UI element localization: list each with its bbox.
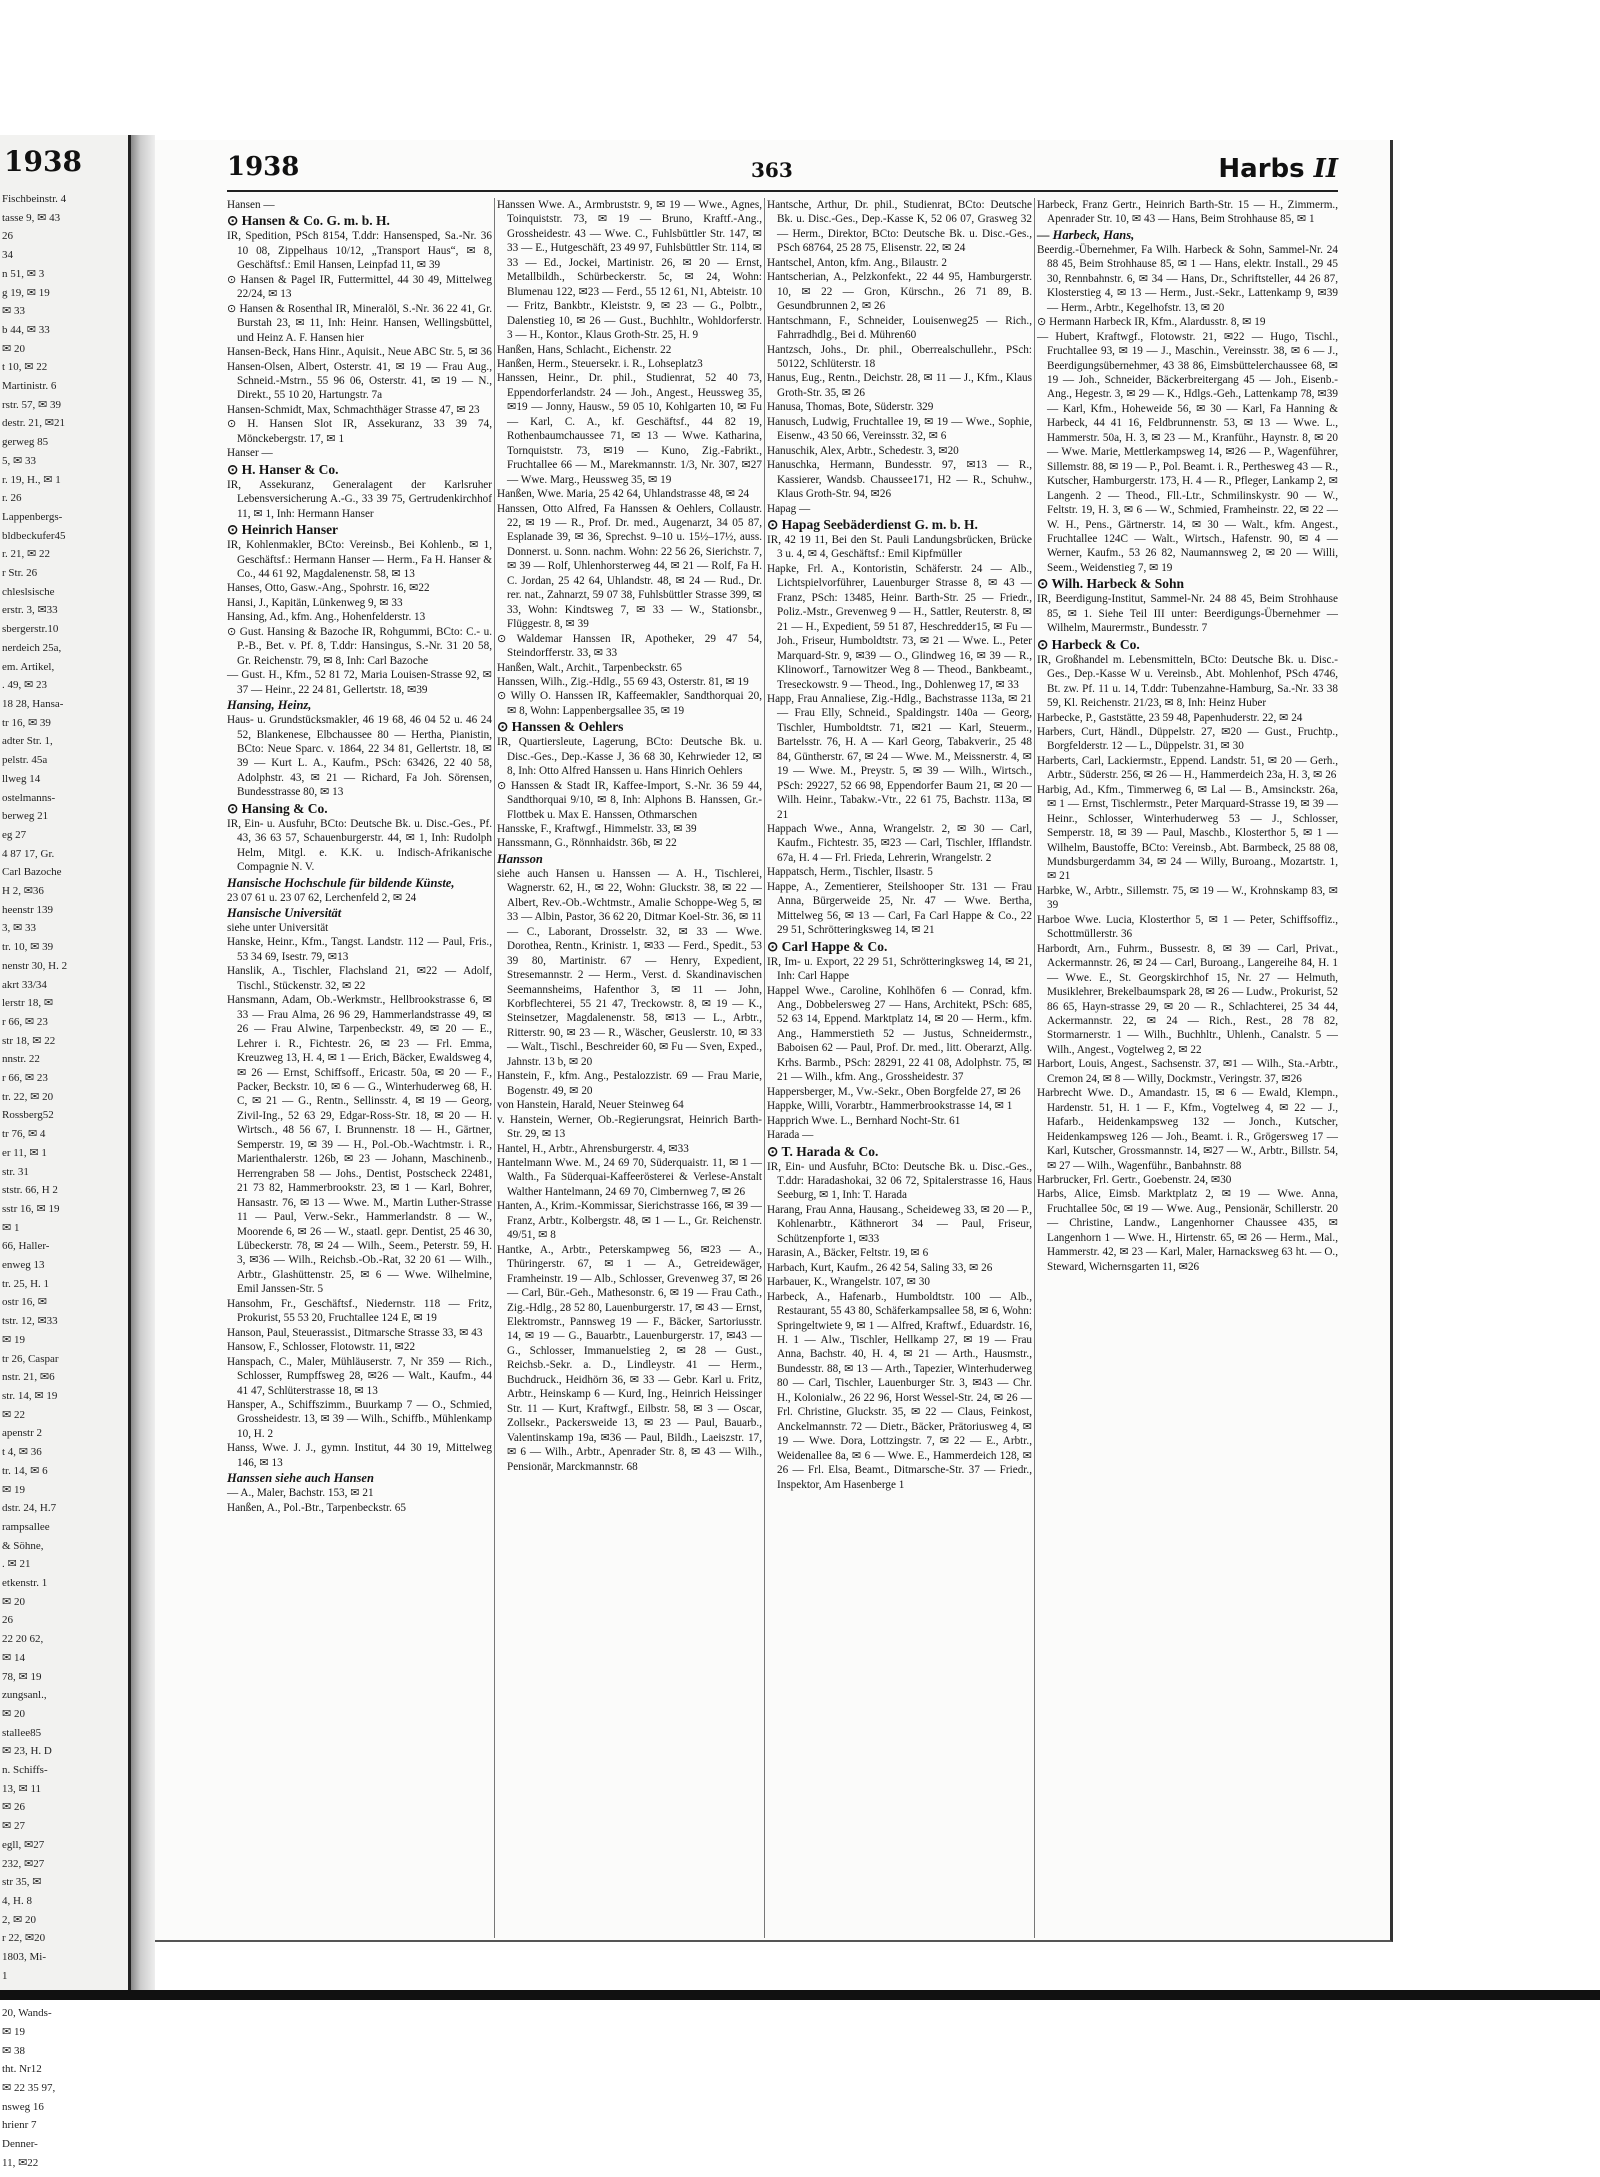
left-fragment-line: 3, ✉ 33	[2, 922, 36, 935]
column-4	[1037, 198, 1338, 1938]
left-fragment-line: 11, ✉22	[2, 2156, 39, 2169]
firm-heading: ⊙ Hapag Seebäderdienst G. m. b. H.	[767, 516, 978, 532]
firm-heading: ⊙ Wilh. Harbeck & Sohn	[1037, 576, 1184, 592]
directory-entry: Harbrecht Wwe. D., Amandastr. 15, ✉ 6 — Ewald, Klempn., Hardenstr. 51, H. 1 — F., Kfm., Vogtelweg 4, ✉ 22 — J., Hafarb., Heidenkampsweg 132 — Jonch., Kutscher, Heidenkampsweg 126 — Joh., Beamt. i. R., Grögersweg 17 — Karl, Kutscher, Grossmannstr. 14, ✉27 — W., Arbtr., Billstr. 54, ✉ 27 — Wilh., Wagenführ., Banbahnstr. 88	[1037, 1087, 1338, 1172]
left-fragment-line: zungsanl.,	[2, 1689, 47, 1702]
firm-heading: ⊙ Hansen & Co. G. m. b. H.	[227, 213, 390, 229]
directory-entry: IR, Beerdigung-Institut, Sammel-Nr. 24 88 45, Beim Strohhause 85, ✉ 1. Siehe Teil III unter: Beerdigungs-Übernehmer — Wilhelm, Maurermstr., Bundesstr. 7	[1037, 593, 1338, 635]
left-fragment-line: nnstr. 22	[2, 1053, 40, 1066]
directory-entry: Harada —	[767, 1129, 814, 1142]
column-3	[767, 198, 1032, 1938]
left-fragment-line: tr. 10, ✉ 39	[2, 941, 54, 954]
left-fragment-line: rstr. 57, ✉ 39	[2, 398, 62, 411]
left-fragment-line: 26	[2, 1614, 13, 1627]
left-fragment-line: ✉ 26	[2, 1801, 25, 1814]
left-fragment-line: tr 76, ✉ 4	[2, 1128, 46, 1141]
directory-entry: v. Hanstein, Werner, Ob.-Regierungsrat, Heinrich Barth-Str. 29, ✉ 13	[497, 1113, 762, 1141]
directory-entry: Hapke, Frl. A., Kontoristin, Schäferstr. 24 — Alb., Lichtspielvorführer, Lauenburger Strasse 8, ✉ 43 — Franz, PSch: 13485, Heinr. Barth-Str. 25 — Friedr., Poliz.-Mstr., Grevenweg 9 — H., Sattler, Reuterstr. 8, ✉ 21 — H., Expedient, 59 51 87, Heschredder15, ✉ Fu — Joh., Friseur, Humboldtstr. 73, ✉ 21 — Wwe. L., Peter Marquard-Str. 9, ✉39 — O., Glindweg 16, ✉ 39 — R., Klinoworf., Tarnowitzer Weg 8 — Theod., Bankbeamt., Treseckowstr. 9 — Theod., Ing., Dohlenweg 17, ✉ 33	[767, 562, 1032, 691]
left-fragment-line: tasse 9, ✉ 43	[2, 211, 61, 224]
column-divider	[764, 198, 765, 1938]
left-fragment-line: Lappenbergs-	[2, 510, 63, 523]
header-rule	[227, 190, 1338, 192]
directory-entry: Hanses, Otto, Gasw.-Ang., Spohrstr. 16, ✉22	[227, 582, 430, 595]
directory-entry: IR, Im- u. Export, 22 29 51, Schrötteringksweg 14, ✉ 21, Inh: Carl Happe	[767, 955, 1032, 983]
directory-entry: Hanssen, Otto Alfred, Fa Hanssen & Oehlers, Collaustr. 22, ✉ 19 — R., Prof. Dr. med., Augenarzt, 34 05 87, Esplanade 39, ✉ 36, Sprechst. 9–10 u. 15½–17½, auss. Donnerst. u. Sonn. nachm. Wohn: 22 56 26, Sierichstr. 7, ✉ 39 — Rolf, Uhlenhorsterweg 44, ✉ 21 — Rolf, Fa H. C. Jordan, 25 42 64, Uhlandstr. 48, ✉ 24 — Rud., Dr. rer. nat., Zahnarzt, 59 07 38, Fuhlsbüttler Strasse 399, ✉ 33, Wohn: Kindtsweg 7, ✉ 33 — W., Stationsbr., Flüggestr. 8, ✉ 39	[497, 502, 762, 631]
left-fragment-line: destr. 21, ✉21	[2, 417, 65, 430]
left-fragment-line: r. 26	[2, 492, 22, 505]
directory-entry: Hansow, F., Schlosser, Flotowstr. 11, ✉22	[227, 1341, 416, 1354]
left-fragment-line: enweg 13	[2, 1259, 45, 1272]
left-fragment-line: nerdeich 25a,	[2, 641, 62, 654]
left-page-fragment	[0, 135, 131, 2169]
left-fragment-line: 18 28, Hansa-	[2, 697, 64, 710]
left-fragment-line: heenstr 139	[2, 903, 54, 916]
directory-entry: Harbort, Louis, Angest., Sachsenstr. 37, ✉1 — Wilh., Sta.-Arbtr., Cremon 24, ✉ 8 — Willy, Dockmstr., Veringstr. 37, ✉26	[1037, 1058, 1338, 1085]
directory-entry: Hansmann, Adam, Ob.-Werkmstr., Hellbrookstrasse 6, ✉ 33 — Frau Alma, 26 96 29, Hammerlandstrasse 49, ✉ 26 — Frau Alwine, Tarpenbeckstr. 49, ✉ 20 — E., Lehrer i. R., Fichtestr. 26, ✉ 23 — Frl. Emma, Kreuzweg 13, H. 4, ✉ 1 — Erich, Bäcker, Ewaldsweg 4, ✉ 26 — Ernst, Schiffsoff., Ericastr. 50a, ✉ 20 — F., Packer, Beckstr. 10, ✉ 6 — G., Winterhuderweg 68, H. C, ✉ 21 — G., Rentn., Sellinsstr. 4, ✉ 19 — Georg, Zivil-Ing., 52 63 29, Edgar-Ross-Str. 18, ✉ 20 — H. Wirtsch., 48 56 67, I. Brunnenstr. 18 — H., Gärtner, Semperstr. 19, ✉ 39 — H., Pol.-Ob.-Wachtmstr. i. R., Marienthalerstr. 126b, ✉ 23 — Johann, Maschinenb., Herrengraben 58 — Johs., Dentist, Postscheck 22481, 21 73 82, Hammerbrookstr. 23, ✉ 1 — Karl, Bohrer, Hansastr. 76, ✉ 13 — Wwe. M., Martin Luther-Strasse 11 — Paul, Verw.-Sekr., Hammerlandstr. 8 — W., Moorende 6, ✉ 26 — W., staatl. gepr. Dentist, 25 46 30, Lübeckerstr. 78, ✉ 24 — Wilh., Seem., Peterstr. 59, H. 3, ✉36 — Wilh., Reichsb.-Ob.-Rat, 32 20 61 — Wilh., Arbtr., Glashüttenstr. 25, ✉ 6 — Wwe. Wilhelmine, Emil Janssen-Str. 5	[227, 994, 492, 1296]
directory-entry: Hansen-Olsen, Albert, Osterstr. 41, ✉ 19 — Frau Aug., Schneid.-Mstrn., 55 96 06, Osterstr. 41, ✉ 19 — N., Direkt., 55 10 20, Hartungstr. 7a	[227, 360, 492, 402]
left-fragment-line: Carl Bazoche	[2, 866, 62, 879]
left-fragment-line: ostr 16, ✉	[2, 1296, 47, 1309]
directory-entry: Happersberger, M., Vw.-Sekr., Oben Borgfelde 27, ✉ 26	[767, 1085, 1021, 1098]
left-fragment-line: nenstr 30, H. 2	[2, 959, 68, 972]
directory-entry: Beerdig.-Übernehmer, Fa Wilh. Harbeck & Sohn, Sammel-Nr. 24 88 45, Beim Strohhause 85, ✉ 1 — Hans, elektr. Install., 29 45 30, Rennbahnstr. 6, ✉ 34 — Hans, Dr., Schriftsteller, 44 26 87, Klosterstieg 4, ✉ 13 — Herm., Just.-Sekr., Lattenkamp 9, ✉39 — Herm., Arbtr., Kegelhofstr. 13, ✉ 20	[1037, 243, 1338, 314]
directory-entry: 23 07 61 u. 23 07 62, Lerchenfeld 2, ✉ 24	[227, 891, 417, 904]
left-fragment-line: ✉ 19	[2, 1483, 25, 1496]
left-fragment-line: 78, ✉ 19	[2, 1670, 42, 1683]
left-page-year: 1938	[4, 145, 82, 178]
directory-entry: Happach Wwe., Anna, Wrangelstr. 2, ✉ 30 — Carl, Kaufm., Fichtestr. 35, ✉23 — Carl, Tischler, Ifflandstr. 67a, H. 4 — Frl. Frieda, Lehrerin, Wrangelstr. 2	[767, 823, 1032, 864]
directory-entry: Happe, A., Zementierer, Steilshooper Str. 131 — Frau Anna, Bürgerweide 25, Nr. 47 — Wwe. Bertha, Mittelweg 56, ✉ 13 — Carl, Fa Carl Happe & Co., 22 29 51, Schrötteringksweg 14, ✉ 21	[767, 880, 1032, 937]
header-range-roman: II	[1313, 154, 1338, 184]
name-heading: Hansing, Heinz,	[227, 698, 312, 713]
directory-entry: Hanssen Wwe. A., Armbruststr. 9, ✉ 19 — Wwe., Agnes, Toinquiststr. 73, ✉ 19 — Bruno, Kraftf.-Ang., Grossheidestr. 43 — Wwe. C., Fuhlsbüttler Str. 147, ✉ 33 — E., Hutgeschäft, 23 49 97, Fuhlsbüttler Str. 114, ✉ 33 — Ed., Jockei, Martinistr. 26, ✉ 20 — Ernst, Metallbildh., Schürbeckerstr. 5c, ✉ 24, Wohn: Blumenau 122, ✉23 — Ferd., 55 12 61, N1, Abteistr. 10 — Fritz, Bankbtr., Kleiststr. 9, ✉ 23 — G., Polbtr., Dalenstieg 10, ✉ 26 — Gust., Buchhltr., Wohldorferstr. 3 — H., Kontor., Klaus Groth-Str. 25, H. 9	[497, 199, 762, 342]
left-fragment-line: r 22, ✉20	[2, 1932, 46, 1945]
left-fragment-line: 26	[2, 230, 13, 243]
directory-entry: Harbrucker, Frl. Gertr., Goebenstr. 24, ✉30	[1037, 1174, 1232, 1186]
left-fragment-line: erstr. 3, ✉33	[2, 604, 58, 617]
directory-entry: Hanßen, Herm., Steuersekr. i. R., Lohseplatz3	[497, 357, 703, 370]
name-heading: Hansson	[497, 851, 543, 866]
directory-entry: Hansen-Schmidt, Max, Schmachthäger Strasse 47, ✉ 23	[227, 403, 480, 416]
left-fragment-line: t 10, ✉ 22	[2, 361, 48, 374]
directory-entry: Hanusa, Thomas, Bote, Süderstr. 329	[767, 401, 934, 414]
left-fragment-line: str. 14, ✉ 19	[2, 1390, 58, 1402]
scan-edge	[0, 1990, 1600, 2000]
directory-entry: Harbecke, P., Gaststätte, 23 59 48, Papenhuderstr. 22, ✉ 24	[1037, 711, 1303, 724]
left-fragment-line: adter Str. 1,	[2, 735, 53, 748]
directory-entry: ⊙ H. Hansen Slot IR, Assekuranz, 33 39 74, Mönckebergstr. 17, ✉ 1	[227, 418, 492, 445]
left-fragment-line: hrienr 7	[2, 2119, 37, 2132]
column-divider	[1034, 198, 1035, 1938]
directory-entry: Hansi, J., Kapitän, Lünkenweg 9, ✉ 33	[227, 596, 403, 609]
directory-entry: — A., Maler, Bachstr. 153, ✉ 21	[227, 1487, 374, 1500]
name-heading: Hansische Universität	[227, 906, 342, 921]
directory-entry: ⊙ Hermann Harbeck IR, Kfm., Alardusstr. 8, ✉ 19	[1037, 316, 1266, 329]
directory-entry: Hanßen, Wwe. Maria, 25 42 64, Uhlandstrasse 48, ✉ 24	[497, 488, 750, 501]
book-gutter	[131, 135, 155, 2000]
directory-entry: Haus- u. Grundstücksmakler, 46 19 68, 46 04 52 u. 46 24 52, Blankenese, Elbchaussee 80 — Hertha, Pianistin, BCto: Neue Sparc. v. 1864, 22 34 81, Gellertstr. 18, ✉ 39 — Kurt L. A., Kaufm., PSch: 63426, 22 40 58, Adolphstr. 43, ✉ 21 — Richard, Fa Joh. Sörensen, Bundesstrasse 80, ✉ 13	[227, 714, 492, 799]
directory-entry: Hanßen, Hans, Schlacht., Eichenstr. 22	[497, 343, 672, 356]
directory-entry: Hanus, Eug., Rentn., Deichstr. 28, ✉ 11 — J., Kfm., Klaus Groth-Str. 35, ✉ 26	[767, 372, 1032, 399]
directory-entry: Harbach, Kurt, Kaufm., 26 42 54, Saling 33, ✉ 26	[767, 1261, 993, 1274]
directory-entry: Hantzsch, Johs., Dr. phil., Oberrealschullehr., PSch: 50122, Schlüterstr. 18	[767, 343, 1032, 370]
left-fragment-line: pelstr. 45a	[2, 754, 48, 767]
left-fragment-line: 22 20 62,	[2, 1633, 44, 1646]
left-fragment-line: . 49, ✉ 23	[2, 679, 47, 692]
left-fragment-line: str 18, ✉ 22	[2, 1034, 56, 1047]
directory-entry: IR, Großhandel m. Lebensmitteln, BCto: Deutsche Bk. u. Disc.-Ges., Dep.-Kasse W u. Vereinsb., Abt. Mohlenhof, PSch 4746, Bt. zw. Pf. 11 u. 14, T.ddr: Tubenzahne-Hamburg, Sa.-Nr. 33 38 59, Kl. Reichenstr. 21/23, ✉ 8, Inh: Heinz Huber	[1037, 653, 1338, 710]
header-year: 1938	[227, 152, 300, 182]
left-fragment-line: r 66, ✉ 23	[2, 1015, 48, 1028]
directory-entry: Hantsche, Arthur, Dr. phil., Studienrat, BCto: Deutsche Bk. u. Disc.-Ges., Dep.-Kasse K, 52 06 07, Grasweg 32 — Herm., Direktor, BCto: Deutsche Bk. u. Disc.-Ges., PSch 68764, 25 28 75, Elisenstr. 22, ✉ 24	[767, 199, 1032, 255]
firm-heading: ⊙ Harbeck & Co.	[1037, 636, 1140, 652]
directory-entry: Harbeck, A., Hafenarb., Humboldtstr. 100 — Alb., Restaurant, 55 43 80, Schäferkampsallee 58, ✉ 6, Wohn: Springeltwiete 9, ✉ 1 — Alfred, Kraftwf., Eduardstr. 16, H. 1 — Alw., Tischler, Hellkamp 27, ✉ 19 — Frau Anna, Bachstr. 40, H. 4, ✉ 21 — Arth., Hausmstr., Bundesstr. 88, ✉ 13 — Arth., Tapezier, Winterhuderweg 80 — Carl, Tischler, Lauenburger Str. 3, ✉43 — Chr. H., Kolonialw., 26 22 96, Horst Wessel-Str. 24, ✉ 26 — Frl. Christine, Gluckstr. 35, ✉ 22 — Claus, Feinkost, Anckelmannstr. 72 — Dietr., Bäcker, Prätoriusweg 4, ✉ 19 — Wwe. Dora, Lottzingstr. 7, ✉ 22 — E., Arbtr., Weidenallee 8a, ✉ 6 — Wwe. E., Hammerdeich 128, ✉ 26 — Frl. Elsa, Beamt., Ditmarsche-Str. 37 — Friedr., Inspektor, Am Hasenberge 1	[767, 1290, 1032, 1491]
left-fragment-line: 5, ✉ 33	[2, 454, 36, 467]
directory-entry: Hanuschik, Alex, Arbtr., Schedestr. 3, ✉20	[767, 444, 959, 457]
left-fragment-line: 4, H. 8	[2, 1894, 32, 1907]
left-fragment-line: etkenstr. 1	[2, 1577, 48, 1590]
page-number: 363	[751, 158, 793, 182]
left-fragment-line: dstr. 24, H.7	[2, 1502, 57, 1515]
directory-entry: IR, Kohlenmakler, BCto: Vereinsb., Bei Kohlenb., ✉ 1, Geschäftsf.: Hermann Hanser — Herm., Fa H. Hanser & Co., 44 61 92, Magdalenenstr. 58, ✉ 13	[227, 539, 492, 580]
left-fragment-line: stallee85	[2, 1726, 42, 1739]
left-fragment-line: 34	[2, 249, 13, 262]
directory-entry: — Gust. H., Kfm., 52 81 72, Maria Louisen-Strasse 92, ✉ 37 — Heinr., 22 24 81, Gellertstr. 18, ✉39	[227, 669, 492, 696]
directory-entry: ⊙ Willy O. Hanssen IR, Kaffeemakler, Sandthorquai 20, ✉ 8, Wohn: Lappenbergsallee 35, ✉ 19	[497, 690, 762, 717]
directory-entry: Happ, Frau Annaliese, Zig.-Hdlg., Bachstrasse 113a, ✉ 21 — Frau Elly, Schneid., Spaldingstr. 140a — Georg, Tischler, Humboldtstr. 71, ✉21 — Karl, Steuerm., Bartelsstr. 76, H. A — Karl Georg, Tabakverir., 25 48 84, Güntherstr. 67, ✉ 24 — Wwe. M., Meissnerstr. 4, ✉ 19 — Wwe. M., Preystr. 5, ✉ 39 — Wilh., Wirtsch., PSch: 29227, 52 66 98, Eppendorfer Baum 21, ✉ 20 — Wilh. Heinr., Tabakw.-Vtr., 22 61 75, Bachstr. 113a, ✉ 21	[767, 692, 1032, 821]
left-fragment-line: Martinistr. 6	[2, 380, 57, 393]
left-fragment-line: . ✉ 21	[2, 1558, 31, 1571]
directory-entry: Hanssen, Heinr., Dr. phil., Studienrat, 52 40 73, Eppendorferlandstr. 24 — Joh., Angest., Heussweg 35, ✉19 — Jonny, Hausw., 59 05 10, Kohlgarten 10, ✉ Fu — Karl, C. A., kf. Geschäftsf., 44 82 19, Rothenbaumchaussee 71, ✉ 13 — Wwe. Katharina, Tornquiststr. 73, ✉19 — Kuno, Zig.-Fabrikt., Fruchtallee 66 — M., Marekmannstr. 1/3, Nr. 307, ✉27 — Wwe. Marg., Heussweg 35, ✉ 19	[497, 372, 762, 486]
directory-entry: Hansper, A., Schiffszimm., Buurkamp 7 — O., Schmied, Grossheidestr. 13, ✉ 39 — Wilh., Schiffb., Mühlenkamp 10, H. 2	[227, 1398, 492, 1440]
left-fragment-line: tr. 22, ✉ 20	[2, 1090, 54, 1103]
left-fragment-line: n. Schiffs-	[2, 1764, 48, 1777]
left-fragment-line: ✉ 22	[2, 1408, 25, 1421]
page-header	[155, 140, 1390, 192]
directory-entry: Happatsch, Herm., Tischler, Ilsastr. 5	[767, 866, 933, 879]
left-fragment-line: H 2, ✉36	[2, 885, 44, 898]
left-fragment-line: bldbeckufer45	[2, 529, 66, 542]
left-fragment-line: 66, Haller-	[2, 1240, 50, 1253]
directory-entry: Happel Wwe., Caroline, Kohlhöfen 6 — Conrad, kfm. Ang., Dobbelersweg 27 — Hans, Architekt, PSch: 685, 52 63 14, Eppend. Marktplatz 14, ✉ 20 — Herm., kfm. Ang., Hammerstieth 52 — Justus, Schneidermstr., Baboisen 62 — Paul, Prof. Dr. med., litt. Oberarzt, Allg. Krhs. Barmb., PSch: 28291, 22 41 08, Adolphstr. 75, ✉ 21 — Wilh., kfm. Ang., Grossheidestr. 37	[767, 984, 1032, 1084]
directory-entry: ⊙ Hansen & Rosenthal IR, Mineralöl, S.-Nr. 36 22 41, Gr. Burstah 23, ✉ 11, Inh: Heinr. Hansen, Wellingsbüttel, und Heinz A. F. Hansen hier	[227, 302, 492, 344]
left-fragment-line: tr 16, ✉ 39	[2, 716, 51, 729]
firm-heading: ⊙ Carl Happe & Co.	[767, 938, 888, 954]
directory-entry: von Hanstein, Harald, Neuer Steinweg 64	[497, 1099, 684, 1112]
left-fragment-line: sstr 16, ✉ 19	[2, 1202, 60, 1215]
left-fragment-line: tr. 14, ✉ 6	[2, 1464, 48, 1477]
left-fragment-line: er 11, ✉ 1	[2, 1146, 47, 1159]
left-fragment-line: 232, ✉27	[2, 1857, 45, 1870]
directory-entry: Hanss, Wwe. J. J., gymn. Institut, 44 30 19, Mittelweg 146, ✉ 13	[227, 1442, 492, 1469]
left-fragment-line: ststr. 66, H 2	[2, 1184, 58, 1197]
column-2	[497, 198, 762, 1938]
left-fragment-line: ✉ 38	[2, 2044, 25, 2057]
directory-entry: Hantscherian, A., Pelzkonfekt., 22 44 95, Hamburgerstr. 10, ✉ 22 — Gron, Kürschn., 26 71 89, B. Gesundbrunnen 2, ✉ 26	[767, 271, 1032, 313]
directory-entry: IR, Spedition, PSch 8154, T.ddr: Hansensped, Sa.-Nr. 36 10 08, Zippelhaus 10/12, „Transport Haus“, ✉ 8, Geschäftsf.: Emil Hansen, Leinpfad 11, ✉ 39	[227, 230, 492, 272]
left-fragment-line: & Söhne,	[2, 1539, 44, 1552]
left-page-lines	[2, 190, 126, 2173]
left-fragment-line: Denner-	[2, 2138, 38, 2151]
left-fragment-line: nsweg 16	[2, 2100, 44, 2113]
left-fragment-line: 4 87 17, Gr.	[2, 847, 55, 860]
left-fragment-line: t 4, ✉ 36	[2, 1446, 42, 1459]
directory-entry: Hansing, Ad., kfm. Ang., Hohenfelderstr. 13	[227, 611, 426, 624]
directory-entry: Hantke, A., Arbtr., Peterskampweg 56, ✉23 — A., Thüringerstr. 67, ✉ 1 — A., Getreidewäger, Framheinstr. 19 — Alb., Schlosser, Grevenweg 37, ✉ 26 — Carl, Bür.-Geh., Mathesonstr. 6, ✉ 19 — Frau Cath., Zig.-Hdlg., 28 52 80, Lauenburgerstr. 17, ✉ 43 — Ernst, Elektromstr., Pannsweg 19 — F., Bäcker, Sartoriusstr. 14, ✉ 19 — G., Bauarbtr., Lauenburgerstr. 17, ✉43 — G., Schlosser, Immanuelstieg 2, ✉ 28 — Gust., Reichsb.-Sekr. a. D., Lindleystr. 41 — Herm., Buchdruck., Heidhörn 36, ✉ 33 — Gebr. Karl u. Fritz, Arbtr., Heinskamp 6 — Kurd, Ing., Heinrich Heissinger Str. 11 — Kurt, Kraftwgf., Eilbstr. 58, ✉ 3 — Oscar, Zollsekr., Packersweide 13, ✉ 23 — Paul, Bauarb., Valentinskamp 19a, ✉36 — Paul, Bildh., Laeiszstr. 17, ✉ 6 — Wilh., Arbtr., Apenrader Str. 8, ✉ 43 — Wilh., Pensionär, Marckmannstr. 68	[497, 1243, 762, 1473]
directory-entry: Hantelmann Wwe. M., 24 69 70, Süderquaistr. 11, ✉ 1 — Walth., Fa Süderquai-Kaffeerösterei & Verlese-Anstalt Walther Hantelmann, 24 69 70, Cimbernweg 7, ✉ 26	[497, 1157, 762, 1198]
left-fragment-line: egll, ✉27	[2, 1838, 45, 1851]
directory-entry: — Hubert, Kraftwgf., Flotowstr. 21, ✉22 — Hugo, Tischl., Fruchtallee 93, ✉ 19 — J., Maschin., Vereinsstr. 38, ✉ 6 — J., Beerdigungsübernehmer, 43 38 86, Eimsbüttelerchaussee 68, ✉ 19 — Joh., Schneider, Bäckerbreitergang 45 — Joh., Eisenb.-Ang., Hegestr. 3, ✉ 29 — K., Hdlgs.-Geh., Lattenkamp 78, ✉39 — Karl, Kfm., Hoheweide 56, ✉ 30 — Karl, Fa Hanning & Harbeck, 44 41 16, Feldbrunnenstr. 53, ✉ 13 — Wwe. L., Hammerstr. 50a, H. 3, ✉ 23 — M., Kranführ., Haynstr. 8, ✉ 20 — Wwe. Marie, Mettlerkampsweg 14, ✉26 — P., Wagenführer, Sillemstr. 88, ✉ 19 — P., Pol. Beamt. i. R., Perthesweg 43 — R., Kutscher, Hamburgerstr. 173, H. 4 — R., Pfleger, Lankamp 2, ✉ Langenh. 2 — Theod., Fll.-Ltr., Schmilinskystr. 90 — W., Feltstr. 19, H. 3, ✉ 6 — W., Schmied, Framheinstr. 22, ✉ 22 — W. H., Pens., Gärtnerstr. 14, ✉ 30 — Walt., kfm. Angest., Fruchtallee 124C — Walt., Wirtsch., Hafenstr. 90, ✉ 4 — Werner, Kaufm., 53 26 82, Naumannsweg 2, ✉ 20 — Willi, Seem., Weidenstieg 7, ✉ 19	[1037, 330, 1338, 574]
directory-entry: ⊙ Hansen & Pagel IR, Futtermittel, 44 30 49, Mittelweg 22/24, ✉ 13	[227, 273, 492, 301]
left-fragment-line: str 35, ✉	[2, 1876, 42, 1889]
name-heading: Hansische Hochschule für bildende Künste,	[227, 875, 455, 890]
directory-entry: IR, Ein- u. Ausfuhr, BCto: Deutsche Bk. u. Disc.-Ges., Pf. 43, 36 63 57, Schauenburgerstr. 44, ✉ 1, Inh: Rudolph Helm, Mitgl. e. K.K. u. Indisch-Afrikanische Compagnie N. V.	[227, 817, 492, 874]
directory-entry: Harasin, A., Bäcker, Feltstr. 19, ✉ 6	[767, 1247, 929, 1260]
left-fragment-line: ✉ 19	[2, 2025, 25, 2038]
directory-entry: ⊙ Waldemar Hanssen IR, Apotheker, 29 47 54, Steindorfferstr. 33, ✉ 33	[497, 632, 762, 660]
directory-entry: Hanson, Paul, Steuerassist., Ditmarsche Strasse 33, ✉ 43	[227, 1326, 483, 1339]
left-fragment-line: eg 27	[2, 828, 27, 841]
directory-entry: Hanßen, A., Pol.-Btr., Tarpenbeckstr. 65	[227, 1501, 406, 1514]
directory-entry: IR, Quartiersleute, Lagerung, BCto: Deutsche Bk. u. Disc.-Ges., Dep.-Kasse J, 36 68 30, Kehrwieder 12, ✉ 8, Inh: Otto Alfred Hanssen u. Hans Hinrich Oehlers	[497, 736, 762, 778]
directory-entry: Hantel, H., Arbtr., Ahrensburgerstr. 4, ✉33	[497, 1142, 689, 1155]
firm-heading: ⊙ Heinrich Hanser	[227, 522, 339, 538]
left-fragment-line: gerweg 85	[2, 436, 49, 449]
directory-entry: Hanten, A., Krim.-Kommissar, Sierichstrasse 166, ✉ 39 — Franz, Arbtr., Kolbergstr. 48, ✉ 1 — L., Gr. Reichenstr. 49/51, ✉ 8	[497, 1200, 762, 1242]
left-fragment-line: berweg 21	[2, 810, 49, 823]
left-fragment-line: chleslsische	[2, 585, 55, 598]
left-fragment-line: b 44, ✉ 33	[2, 323, 50, 336]
left-fragment-line: llweg 14	[2, 772, 41, 785]
directory-entry: Harbers, Curt, Händl., Düppelstr. 27, ✉20 — Gust., Fruchtp., Borgfelderstr. 12 — L., Düppelstr. 31, ✉ 30	[1037, 725, 1338, 753]
left-fragment-line: ✉ 20	[2, 1707, 25, 1720]
column-1	[227, 198, 492, 1938]
left-fragment-line: ✉ 19	[2, 1333, 25, 1346]
left-fragment-line: nstr. 21, ✉6	[2, 1371, 55, 1384]
directory-entry: Harbig, Ad., Kfm., Timmerweg 6, ✉ Lal — B., Amsinckstr. 26a, ✉ 1 — Ernst, Tischlermstr., Peter Marquard-Strasse 19, ✉ 39 — Heinr., Schlosser, Winterhuderweg 53 — J., Schlosser, Semperstr. 18, ✉ 39 — Paul, Maschb., Klosterthor 5, ✉ 1 — Wilhelm, Baustoffe, BCto: Vereinsb., Abt. Barmbeck, 25 88 08, Mundsburgerdamm 34, ✉ 24 — Willy, Buroang., Mozartstr. 1, ✉ 21	[1037, 783, 1338, 883]
directory-entry: Happrich Wwe. L., Bernhard Nocht-Str. 61	[767, 1114, 961, 1127]
left-fragment-line: 1803, Mi-	[2, 1951, 46, 1964]
directory-entry: IR, Ein- und Ausfuhr, BCto: Deutsche Bk. u. Disc.-Ges., T.ddr: Haradashokai, 32 06 72, Spitalerstrasse 16, Haus Seeburg, ✉ 1, Inh: T. Harada	[767, 1160, 1032, 1202]
left-fragment-line: em. Artikel,	[2, 660, 55, 673]
left-fragment-line: 20, Wands-	[2, 2007, 52, 2020]
directory-entry: Hanslik, A., Tischler, Flachsland 21, ✉22 — Adolf, Tischl., Stückenstr. 32, ✉ 22	[227, 965, 492, 992]
left-fragment-line: ✉ 20	[2, 342, 25, 355]
left-fragment-line: Fischbeinstr. 4	[2, 193, 67, 205]
directory-entry: Hanusch, Ludwig, Fruchtallee 19, ✉ 19 — Wwe., Sophie, Eisenw., 43 50 66, Vereinsstr. 32, ✉ 6	[767, 415, 1032, 443]
left-fragment-line: str. 31	[2, 1165, 29, 1178]
left-fragment-line: sbergerstr.10	[2, 623, 59, 636]
directory-entry: Hapag —	[767, 502, 811, 515]
firm-heading: ⊙ T. Harada & Co.	[767, 1143, 879, 1159]
directory-entry: Hanser —	[227, 447, 273, 460]
directory-entry: Hansen —	[227, 199, 275, 211]
left-fragment-line: ✉ 23, H. D	[2, 1745, 52, 1758]
left-fragment-line: g 19, ✉ 19	[2, 286, 50, 299]
directory-entry: Harbeck, Franz Gertr., Heinrich Barth-Str. 15 — H., Zimmerm., Apenrader Str. 10, ✉ 43 — Hans, Beim Strohhause 85, ✉ 1	[1037, 199, 1338, 226]
directory-entry: Hanßen, Walt., Archit., Tarpenbeckstr. 65	[497, 661, 682, 674]
left-fragment-line: ostelmanns-	[2, 791, 56, 804]
left-fragment-line: rampsallee	[2, 1520, 50, 1533]
firm-heading: ⊙ Hanssen & Oehlers	[497, 719, 624, 735]
directory-entry: IR, Assekuranz, Generalagent der Karlsruher Lebensversicherung A.-G., 33 39 75, Gertrudenkirchhof 11, ✉ 1, Inh: Hermann Hanser	[227, 478, 492, 520]
left-fragment-line: tht. Nr12	[2, 2063, 42, 2076]
directory-entry: IR, 42 19 11, Bei den St. Pauli Landungsbrücken, Brücke 3 u. 4, ✉ 4, Geschäftsf.: Emil Kipfmüller	[767, 533, 1032, 561]
firm-heading: ⊙ H. Hanser & Co.	[227, 461, 339, 477]
directory-entry: ⊙ Gust. Hansing & Bazoche IR, Rohgummi, BCto: C.- u. P.-B., Bet. v. Pf. 8, T.ddr: Hansingus, S.-Nr. 31 20 58, Gr. Reichenstr. 79, ✉ 8, Inh: Carl Bazoche	[227, 625, 492, 667]
directory-entry: ⊙ Hanssen & Stadt IR, Kaffee-Import, S.-Nr. 36 59 44, Sandthorquai 9/10, ✉ 8, Inh: Alphons B. Hanssen, Gr.-Flottbek u. Max E. Hanssen, Othmarschen	[497, 779, 762, 821]
left-fragment-line: 2, ✉ 20	[2, 1913, 36, 1926]
left-fragment-line: ✉ 14	[2, 1651, 25, 1664]
left-fragment-line: ✉ 22 35 97,	[2, 2082, 56, 2095]
left-fragment-line: r. 21, ✉ 22	[2, 548, 51, 561]
directory-entry: Hanske, Heinr., Kfm., Tangst. Landstr. 112 — Paul, Fris., 53 34 69, Isestr. 79, ✉13	[227, 936, 492, 963]
directory-entry: Hansske, F., Kraftwgf., Himmelstr. 33, ✉ 39	[497, 823, 697, 836]
left-fragment-line: ✉ 1	[2, 1221, 20, 1234]
left-fragment-line: r Str. 26	[2, 567, 38, 580]
left-fragment-line: ✉ 20	[2, 1595, 25, 1608]
directory-entry: Harbordt, Arn., Fuhrm., Bussestr. 8, ✉ 39 — Carl, Privat., Ackermannstr. 26, ✉ 24 — Carl, Buroang., Langereihe 84, H. 1 — Wwe. E., St. Georgskirchhof 15, Nr. 27 — Helmuth, Musiklehrer, Brekelbaumspark 28, ✉ 26 — Ludw., Prokurist, 52 86 65, Hayn-strasse 29, ✉ 20 — R., Schlachterei, 25 34 44, Ackermannstr. 22, ✉ 24 — Rich., Rest., 28 78 82, Stormarnerstr. 1 — Wilh., Buchhltr., Uhlenh., Canalstr. 5 — Wilh., Angest., Vogtelweg 2, ✉ 22	[1037, 942, 1338, 1056]
directory-entry: Hanssmann, G., Rönnhaidstr. 36b, ✉ 22	[497, 837, 677, 850]
left-fragment-line: Rossberg52	[2, 1109, 54, 1122]
left-fragment-line: n 51, ✉ 3	[2, 267, 45, 280]
left-fragment-line: r. 19, H., ✉ 1	[2, 473, 61, 486]
directory-entry: Hanuschka, Hermann, Bundesstr. 97, ✉13 — R., Kassierer, Wandsb. Chaussee171, H2 — R., Schuhw., Klaus Groth-Str. 94, ✉26	[767, 459, 1032, 501]
directory-entry: Harberts, Carl, Lackiermstr., Eppend. Landstr. 51, ✉ 20 — Gerh., Arbtr., Süderstr. 256, ✉ 26 — H., Hammerdeich 23a, H. 3, ✉ 26	[1037, 754, 1338, 782]
left-fragment-line: tstr. 12, ✉33	[2, 1315, 58, 1328]
directory-entry: Harboe Wwe. Lucia, Klosterthor 5, ✉ 1 — Peter, Schiffsoffiz., Schottmüllerstr. 36	[1037, 913, 1338, 941]
directory-entry: Hanspach, C., Maler, Mühläuserstr. 7, Nr 359 — Rich., Schlosser, Rumpffsweg 28, ✉26 — Walt., Kaufm., 44 41 47, Schlüterstrasse 18, ✉ 13	[227, 1355, 492, 1397]
left-fragment-line: ✉ 27	[2, 1820, 25, 1833]
name-heading: — Harbeck, Hans,	[1037, 227, 1135, 242]
directory-entry: Harbauer, K., Wrangelstr. 107, ✉ 30	[767, 1276, 930, 1289]
directory-entry: Hansohm, Fr., Geschäftsf., Niedernstr. 118 — Fritz, Prokurist, 55 53 20, Fruchtallee 124 E, ✉ 19	[227, 1297, 492, 1325]
firm-heading: ⊙ Hansing & Co.	[227, 800, 328, 816]
directory-entry: Hanstein, F., kfm. Ang., Pestalozzistr. 69 — Frau Marie, Bogenstr. 49, ✉ 20	[497, 1070, 762, 1097]
left-fragment-line: tr. 25, H. 1	[2, 1277, 50, 1290]
header-name-range	[1218, 154, 1338, 184]
column-divider	[494, 198, 495, 1938]
left-fragment-line: apenstr 2	[2, 1427, 43, 1440]
directory-entry: Hantschmann, F., Schneider, Louisenweg25 — Rich., Fahrradhdlg., Bei d. Mühren60	[767, 314, 1032, 342]
left-fragment-line: ✉ 33	[2, 305, 25, 318]
left-fragment-line: tr 26, Caspar	[2, 1352, 59, 1365]
directory-entry: siehe unter Universität	[227, 922, 329, 935]
name-heading: Hanssen siehe auch Hansen	[227, 1471, 374, 1486]
directory-entry: Harang, Frau Anna, Hausang., Scheideweg 33, ✉ 20 — P., Kohlenarbtr., Käthnerort 34 — Paul, Friseur, Schützenpforte 1, ✉33	[767, 1203, 1032, 1245]
directory-entry: Happke, Willi, Vorarbtr., Hammerbrookstrasse 14, ✉ 1	[767, 1100, 1013, 1113]
directory-entry: Hantschel, Anton, kfm. Ang., Bilaustr. 2	[767, 256, 947, 269]
left-fragment-line: lerstr 18, ✉	[2, 997, 54, 1010]
directory-entry: Harbs, Alice, Eimsb. Marktplatz 2, ✉ 19 — Wwe. Anna, Fruchtallee 50c, ✉ 19 — Wwe. Aug., Pensionär, Schillerstr. 20 — Christine, Landw., Langenhorner Chaussee 435, ✉ Langenhorn 1 — Wwe. H., Hirtenstr. 65, ✉ 26 — Herm., Mal., Hammerstr. 42, ✉ 23 — Karl, Maler, Harnacksweg 63 ht. — O., Steward, Wichernsgarten 11, ✉26	[1037, 1188, 1338, 1273]
directory-entry: Hanssen, Wilh., Zig.-Hdlg., 55 69 43, Osterstr. 81, ✉ 19	[497, 675, 749, 688]
header-range-word: Harbs	[1218, 154, 1305, 184]
directory-entry: Harbke, W., Arbtr., Sillemstr. 75, ✉ 19 — W., Krohnskamp 83, ✉ 39	[1037, 884, 1338, 912]
left-fragment-line: 1	[2, 1969, 8, 1982]
left-fragment-line: r 66, ✉ 23	[2, 1072, 48, 1085]
left-fragment-line: 13, ✉ 11	[2, 1782, 42, 1795]
directory-page	[155, 140, 1393, 1942]
directory-entry: Hansen-Beck, Hans Hinr., Aquisit., Neue ABC Str. 5, ✉ 36	[227, 346, 492, 359]
directory-entry: siehe auch Hansen u. Hanssen — A. H., Tischlerei, Wagnerstr. 62, H., ✉ 22, Wohn: Gluckstr. 38, ✉ 22 — Albert, Rev.-Ob.-Wchtmstr., Amalie Schoppe-Weg 5, ✉ 33 — Albin, Pastor, 36 62 20, Ditmar Koel-Str. 36, ✉ 11 — C., Laborant, Drosselstr. 32, ✉ 33 — Wwe. Dorothea, Rentn., Krinistr. 1, ✉33 — Ferd., Spedit., 53 39 80, Martinistr. 67 — Henry, Expedient, Stresemannstr. 2 — Herm., Verst. d. Skandinavischen Seemannsheims, Hafenthor 3, ✉ 11 — John, Korbflechterei, 55 21 47, Treckowstr. 8, ✉ 19 — K., Steinsetzer, Magdalenenstr. 58, ✉13 — L., Arbtr., Ritterstr. 90, ✉ 23 — R., Wäscher, Geuslerstr. 10, ✉ 33 — Walt., Tischl., Beschreider 60, ✉ Fu — Sven, Exped., Jahnstr. 13 b, ✉ 20	[497, 867, 762, 1068]
left-fragment-line: akrt 33/34	[2, 978, 47, 991]
